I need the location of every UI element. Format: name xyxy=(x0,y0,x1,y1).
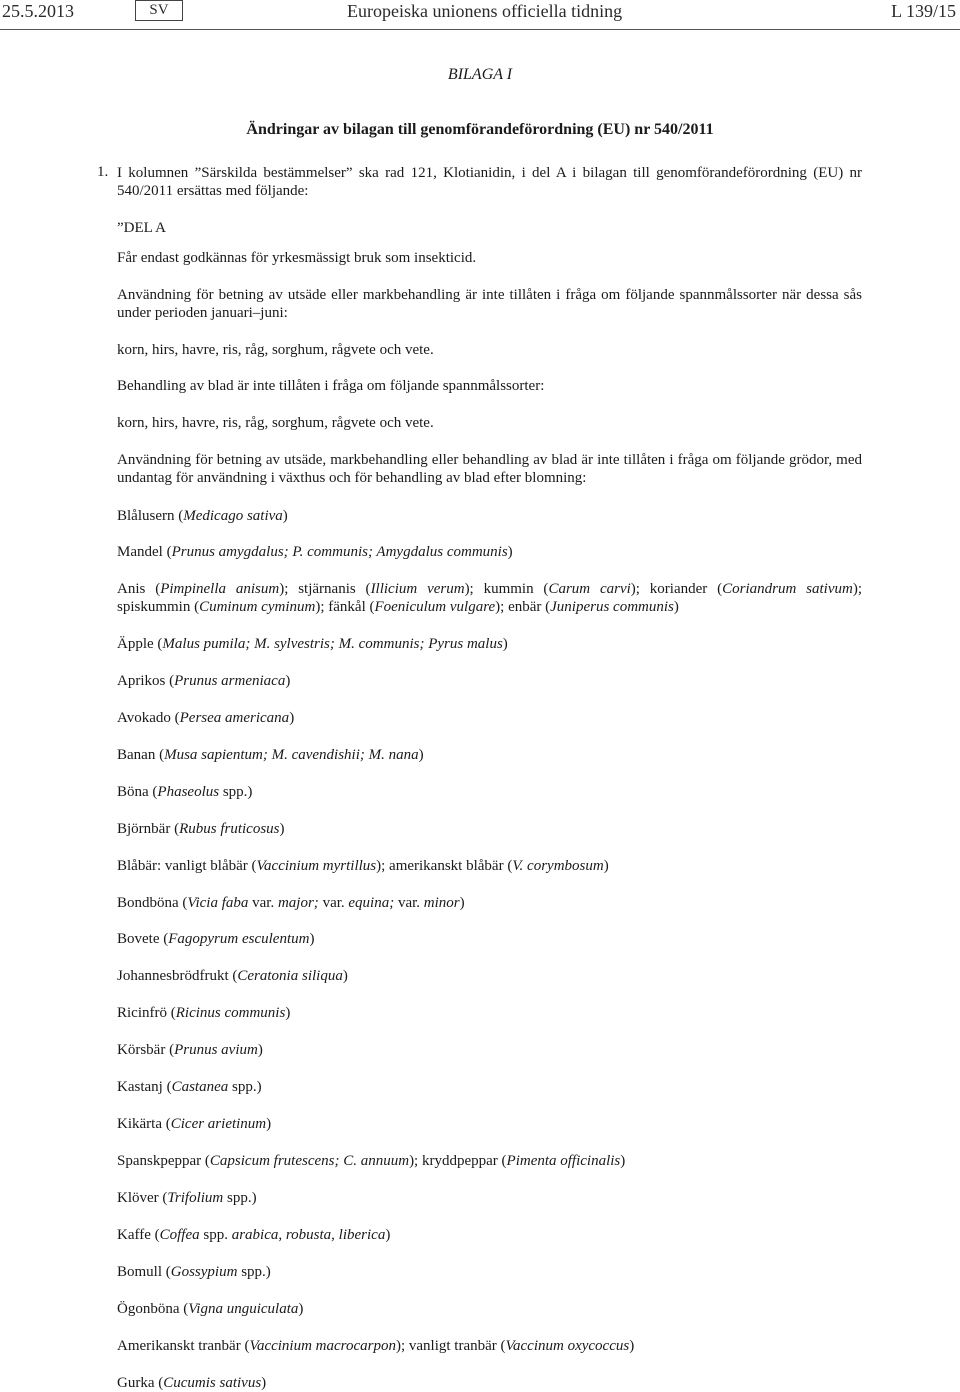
crop-entry: Anis (Pimpinella anisum); stjärnanis (Illicium verum); kummin (Carum carvi); koriander (Coriandrum sativum); spiskummin (Cuminum cyminum); fänkål (Foeniculum vulgare); enbär (Juniperus communis) xyxy=(117,581,863,615)
crop-entry: Kaffe (Coffea spp. arabica, robusta, liberica) xyxy=(117,1227,391,1243)
item-1-text: I kolumnen ”Särskilda bestämmelser” ska rad 121, Klotianidin, i del A i bilagan till genomförandeförordning (EU) nr 540/2011 ersättas med följande: xyxy=(117,165,862,199)
annex-title: Ändringar av bilagan till genomförandeförordning (EU) nr 540/2011 xyxy=(246,121,714,138)
crop-entry: Spanskpeppar (Capsicum frutescens; C. annuum); kryddpeppar (Pimenta officinalis) xyxy=(117,1153,626,1169)
paragraph-crops-intro: Användning för betning av utsäde, markbehandling eller behandling av blad är inte tillåten i fråga om följande grödor, med undantag för användning i växthus och för behandling av blad efter blomning: xyxy=(117,452,862,486)
crop-entry: Blåbär: vanligt blåbär (Vaccinium myrtillus); amerikanskt blåbär (V. corymbosum) xyxy=(117,858,609,874)
crop-entry: Gurka (Cucumis sativus) xyxy=(117,1375,267,1391)
language-code-box: SV xyxy=(135,0,183,21)
crop-entry: Kastanj (Castanea spp.) xyxy=(117,1079,262,1095)
crop-entry: Johannesbrödfrukt (Ceratonia siliqua) xyxy=(117,968,348,984)
paragraph-professional-use: Får endast godkännas för yrkesmässigt bruk som insekticid. xyxy=(117,250,477,266)
crop-entry: Klöver (Trifolium spp.) xyxy=(117,1190,257,1206)
crop-entry: Björnbär (Rubus fruticosus) xyxy=(117,821,285,837)
paragraph-foliar-treatment: Behandling av blad är inte tillåten i fråga om följande spannmålssorter: xyxy=(117,378,545,394)
crop-entry: Mandel (Prunus amygdalus; P. communis; Amygdalus communis) xyxy=(117,544,513,560)
page-number: L 139/15 xyxy=(891,1,956,21)
item-number: 1. xyxy=(97,164,109,180)
crop-entry: Kikärta (Cicer arietinum) xyxy=(117,1116,272,1132)
crop-entry: Bovete (Fagopyrum esculentum) xyxy=(117,931,315,947)
crop-entry: Böna (Phaseolus spp.) xyxy=(117,784,253,800)
crop-entry: Bomull (Gossypium spp.) xyxy=(117,1264,271,1280)
paragraph-cereal-list-1: korn, hirs, havre, ris, råg, sorghum, rågvete och vete. xyxy=(117,342,434,358)
journal-title: Europeiska unionens officiella tidning xyxy=(347,1,623,21)
publication-date: 25.5.2013 xyxy=(2,1,74,21)
crop-entry: Ricinfrö (Ricinus communis) xyxy=(117,1005,291,1021)
paragraph-seed-treatment-cereals: Användning för betning av utsäde eller markbehandling är inte tillåten i fråga om följande spannmålssorter när dessa sås under perioden januari–juni: xyxy=(117,287,862,321)
crop-entry: Banan (Musa sapientum; M. cavendishii; M. nana) xyxy=(117,747,424,763)
crop-entry: Amerikanskt tranbär (Vaccinium macrocarpon); vanligt tranbär (Vaccinum oxycoccus) xyxy=(117,1338,635,1354)
header-rule xyxy=(0,29,960,30)
crop-entry: Blålusern (Medicago sativa) xyxy=(117,508,288,524)
crop-entry: Aprikos (Prunus armeniaca) xyxy=(117,673,291,689)
page-header xyxy=(0,0,960,30)
annex-label: BILAGA I xyxy=(447,66,513,83)
crop-entry: Äpple (Malus pumila; M. sylvestris; M. communis; Pyrus malus) xyxy=(117,636,508,652)
crop-entry: Ögonböna (Vigna unguiculata) xyxy=(117,1301,304,1317)
crop-entry: Avokado (Persea americana) xyxy=(117,710,295,726)
del-a-heading: ”DEL A xyxy=(117,220,167,236)
paragraph-cereal-list-2: korn, hirs, havre, ris, råg, sorghum, rågvete och vete. xyxy=(117,415,434,431)
crop-entry: Körsbär (Prunus avium) xyxy=(117,1042,263,1058)
crop-entry: Bondböna (Vicia faba var. major; var. equina; var. minor) xyxy=(117,895,465,911)
